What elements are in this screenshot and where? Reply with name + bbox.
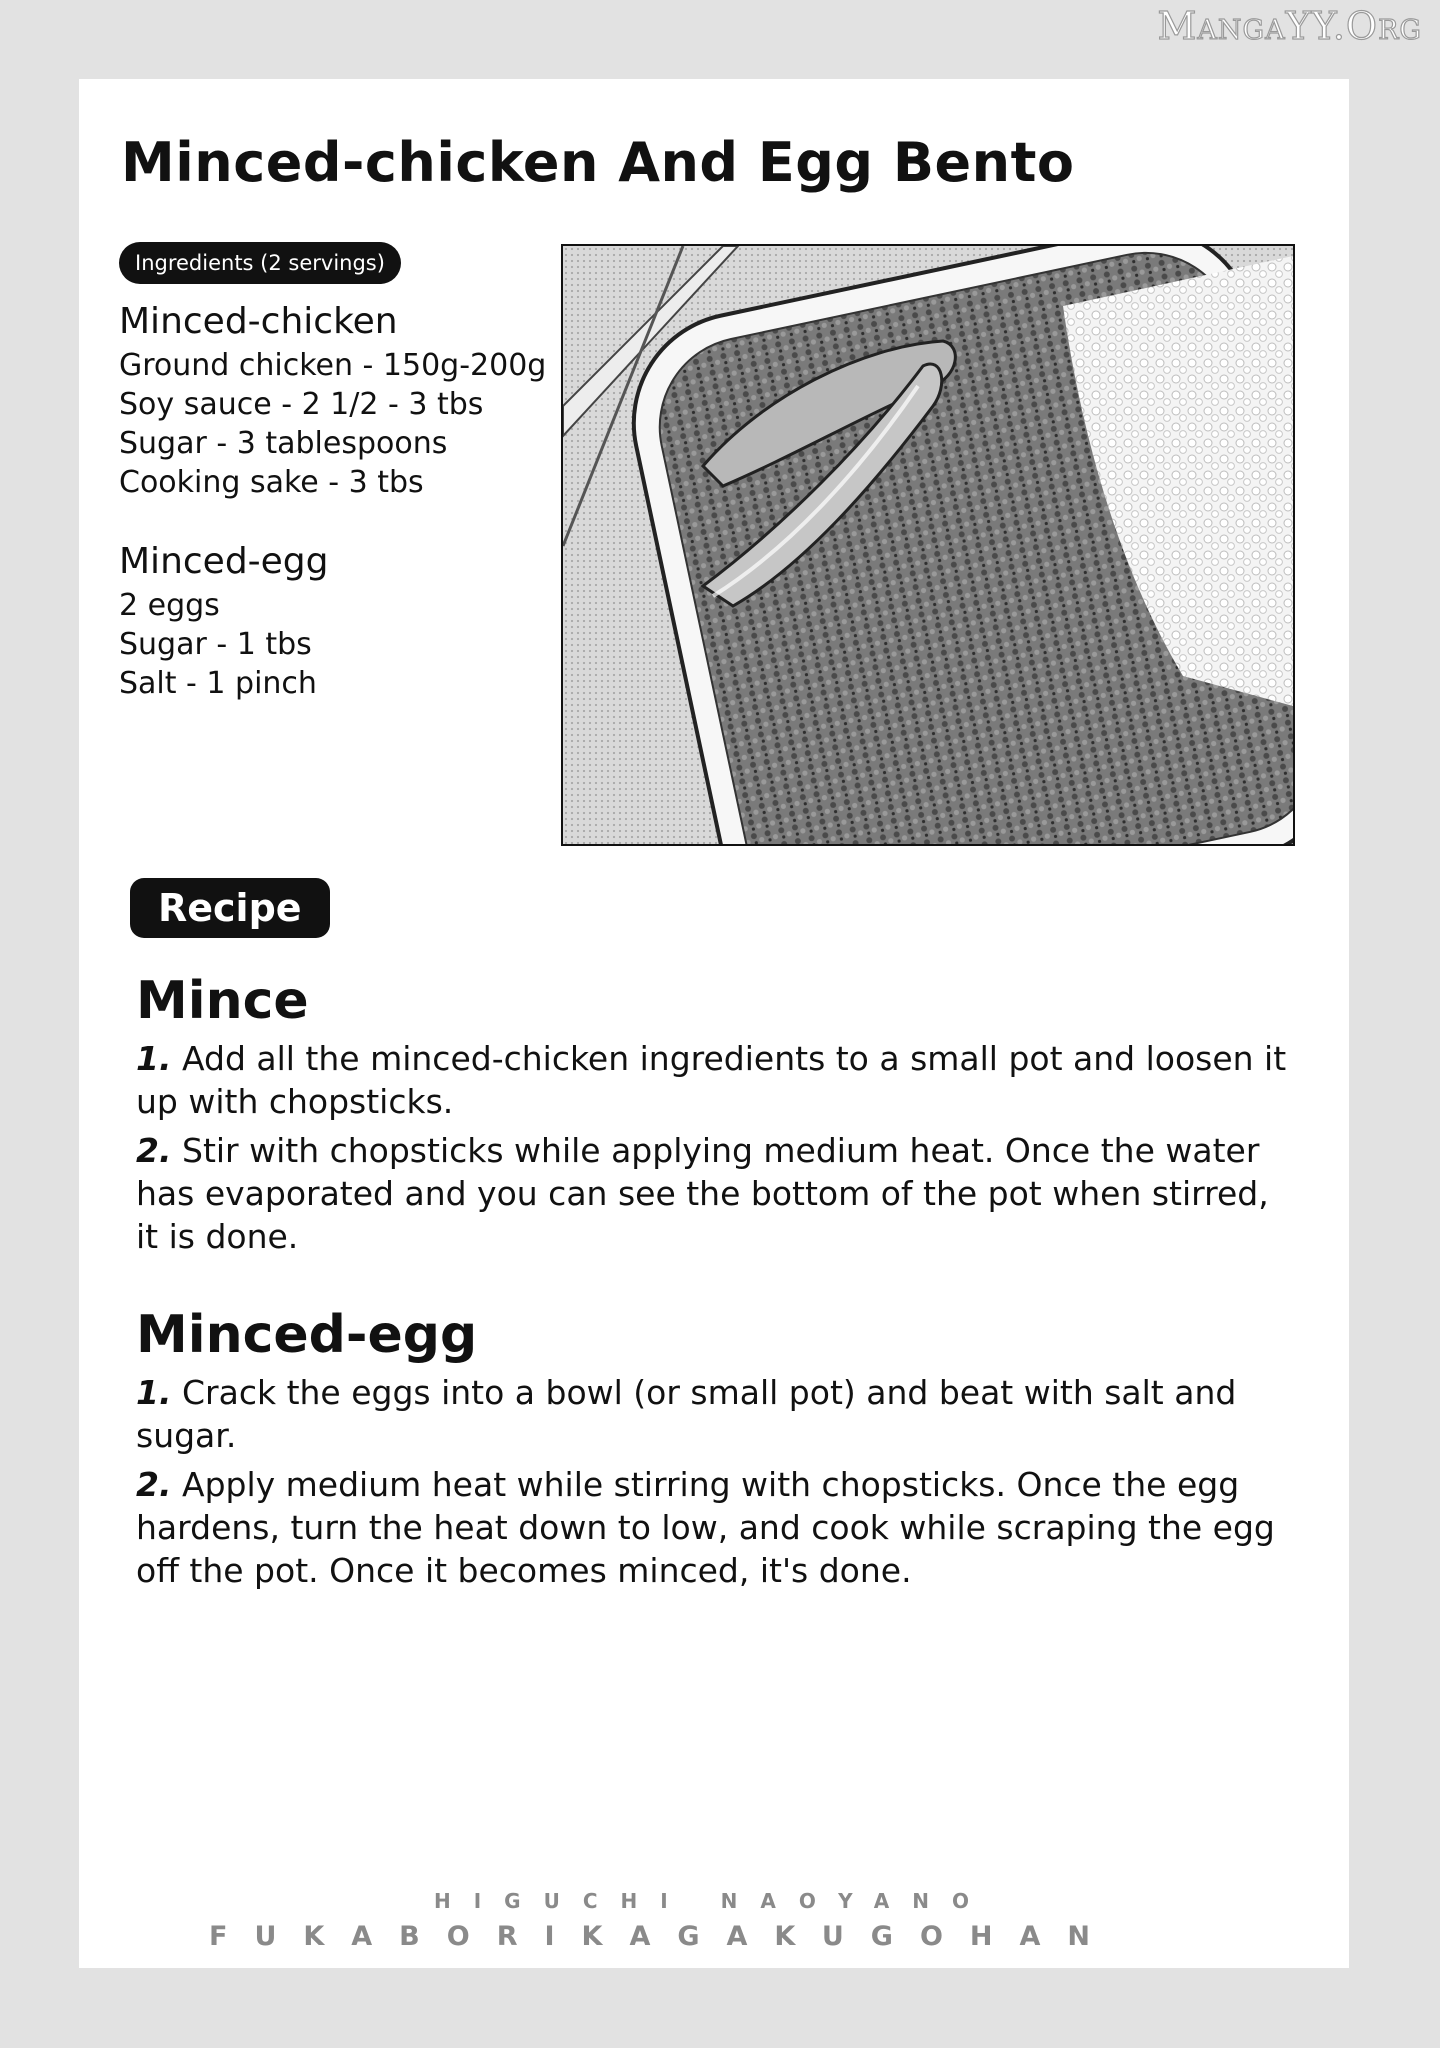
ingredients-header-badge: Ingredients (2 servings) [119,242,401,284]
ingredient-item: Cooking sake - 3 tbs [119,465,424,500]
ingredient-item: Sugar - 1 tbs [119,627,312,662]
series-credit: FUKABORIKAGAKUGOHAN [209,1921,1118,1952]
recipe-step [136,1463,1296,1592]
step-number: 2. [136,1465,172,1504]
ingredient-item: Soy sauce - 2 1/2 - 3 tbs [119,387,484,422]
ingredient-item: Salt - 1 pinch [119,666,317,701]
section-title: Mince [136,971,309,1031]
ingredient-group-title: Minced-egg [119,541,329,582]
author-credit: HIGUCHI NAOYANO [434,1889,992,1913]
ingredient-item: 2 eggs [119,588,220,623]
recipe-header-badge: Recipe [130,878,330,938]
watermark: MangaYY.Org [1157,4,1422,48]
bento-illustration [561,244,1295,846]
section-title: Minced-egg [136,1305,478,1365]
recipe-step [136,1371,1296,1457]
step-number: 1. [136,1373,172,1412]
ingredient-item: Sugar - 3 tablespoons [119,426,448,461]
step-text: Crack the eggs into a bowl (or small pot) and beat with salt and sugar. [136,1373,1237,1455]
ingredient-group-title: Minced-chicken [119,301,398,342]
step-text: Apply medium heat while stirring with chopsticks. Once the egg hardens, turn the heat down to low, and cook while scraping the egg off the pot. Once it becomes minced, it's done. [136,1465,1275,1590]
recipe-page [79,79,1349,1968]
recipe-step [136,1037,1296,1123]
recipe-section-mince [136,971,1296,1264]
step-text: Add all the minced-chicken ingredients to a small pot and loosen it up with chopsticks. [136,1039,1287,1121]
ingredient-group-minced-chicken [119,301,546,502]
ingredient-item: Ground chicken - 150g-200g [119,348,547,383]
step-number: 2. [136,1131,172,1170]
recipe-step [136,1129,1296,1258]
step-text: Stir with chopsticks while applying medium heat. Once the water has evaporated and you can see the bottom of the pot when stirred, it is done. [136,1131,1269,1256]
step-number: 1. [136,1039,172,1078]
page-title: Minced-chicken And Egg Bento [121,131,1075,194]
ingredient-group-minced-egg [119,541,329,703]
recipe-section-minced-egg [136,1305,1296,1598]
